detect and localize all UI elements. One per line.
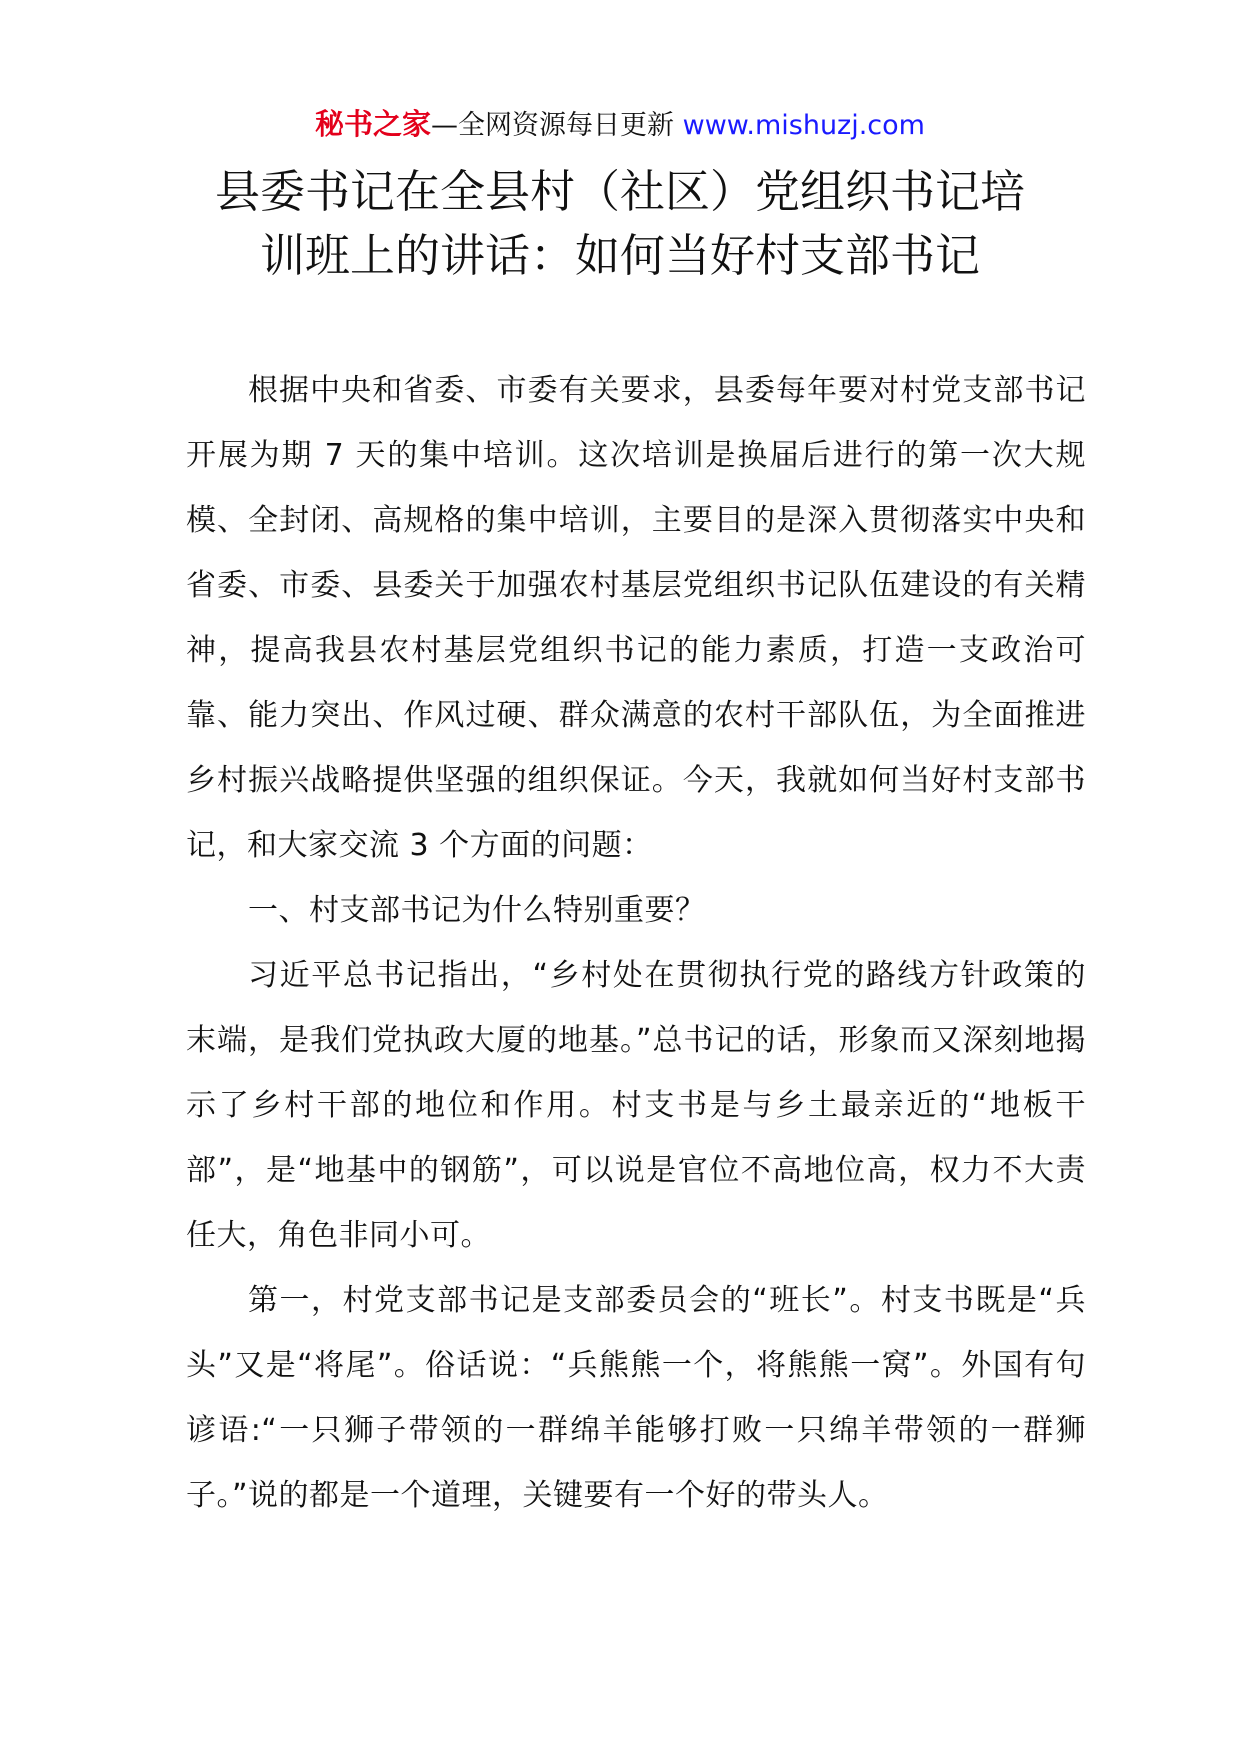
paragraph-first-point: 第一，村党支部书记是支部委员会的“班长”。村支书既是“兵头”又是“将尾”。俗话说：“兵熊熊一个，将熊熊一窝”。外国有句谚语:“一只狮子带领的一群绵羊能够打败一只绵羊带领的一群狮子。”说的都是一个道理，关键要有一个好的带头人。: [186, 1283, 1086, 1513]
site-brand: 秘书之家: [315, 107, 432, 141]
paragraph-quote: 习近平总书记指出，“乡村处在贯彻执行党的路线方针政策的末端，是我们党执政大厦的地基。”总书记的话，形象而又深刻地揭示了乡村干部的地位和作用。村支书是与乡土最亲近的“地板干部”，是“地基中的钢筋”，可以说是官位不高地位高，权力不大责任大，角色非同小可。: [186, 958, 1086, 1253]
site-url-link[interactable]: www.mishuzj.com: [682, 110, 925, 141]
site-tagline: —全网资源每日更新: [431, 110, 675, 141]
title-line-2: 训班上的讲话：如何当好村支部书记: [259, 229, 980, 282]
document-title: [120, 160, 1120, 288]
document-body: [186, 358, 1086, 1528]
section-heading-1: 一、村支部书记为什么特别重要？: [248, 893, 706, 928]
title-line-1: 县委书记在全县村（社区）党组织书记培: [214, 165, 1025, 218]
paragraph-intro: 根据中央和省委、市委有关要求，县委每年要对村党支部书记开展为期 7 天的集中培训。这次培训是换届后进行的第一次大规模、全封闭、高规格的集中培训，主要目的是深入贯彻落实中央和省委、市委、县委关于加强农村基层党组织书记队伍建设的有关精神，提高我县农村基层党组织书记的能力素质，打造一支政治可靠、能力突出、作风过硬、群众满意的农村干部队伍，为全面推进乡村振兴战略提供坚强的组织保证。今天，我就如何当好村支部书记，和大家交流 3 个方面的问题：: [186, 373, 1086, 863]
site-header: [0, 104, 1240, 146]
